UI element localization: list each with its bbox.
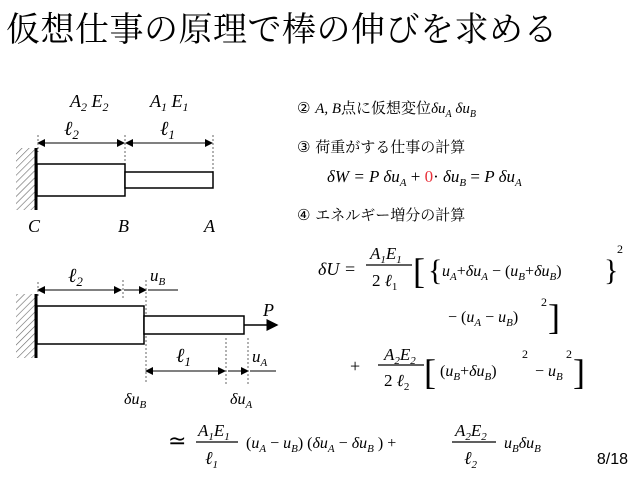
thick-bar-deformed — [37, 306, 144, 344]
svg-text:④ エネルギー増分の計算: ④ エネルギー増分の計算 — [297, 206, 466, 224]
svg-text:2: 2 — [617, 242, 623, 256]
area-modulus-2-label: $A_2$ $E_2$ — [70, 91, 109, 114]
bar-diagram-deformed — [16, 265, 277, 411]
point-c-label: C — [28, 216, 41, 236]
svg-text:③ 荷重がする仕事の計算: ③ 荷重がする仕事の計算 — [297, 138, 466, 156]
thin-bar-deformed — [144, 316, 244, 334]
svg-text:ℓ2: ℓ$_2$ — [464, 448, 477, 471]
bar-diagram-undeformed — [16, 91, 216, 236]
svg-text:2 ℓ2: 2 ℓ$_2$ — [384, 371, 410, 393]
point-a-label: A — [204, 216, 215, 236]
svg-text:A1E1: $A_1E_1$ — [198, 421, 230, 443]
step-3 — [297, 138, 522, 189]
step-2 — [297, 99, 476, 120]
point-b-label: B — [118, 216, 129, 236]
slide-title: 仮想仕事の原理で棒の伸びを求める — [6, 10, 558, 50]
svg-text:ℓ1: ℓ$_1$ — [205, 448, 218, 471]
length-2-label: ℓ$_2$ — [64, 118, 79, 142]
work-equation: δW = P $\delta u_A + 0\cdot \delta u_B = P$ $\delta u_A$ — [327, 167, 522, 189]
svg-text:+: + — [350, 356, 361, 376]
thin-bar-segment — [125, 172, 213, 188]
zero-highlight: 0 — [424, 167, 434, 186]
svg-text:(uB+δuB): $(u_B+\delta u_B)$ — [440, 363, 497, 383]
thick-bar-segment — [37, 164, 125, 196]
area-modulus-1-label: $A_1$ $E_1$ — [150, 91, 189, 114]
virtual-disp-a-label: $\delta u_A$ — [230, 391, 253, 411]
svg-text:uA+δuA − (uB+δuB): $u_A+\delta u_A - (u_B+\delta u_B)$ — [442, 263, 562, 283]
svg-text:− (uA − uB): − $(u_A - u_B)$ — [448, 309, 519, 329]
displacement-ub-label: $u_B$ — [150, 266, 166, 288]
length-1-label: ℓ$_1$ — [160, 118, 175, 142]
svg-text:δU =: δU = — [318, 259, 357, 279]
svg-text:− uB: − $u_B$ — [535, 363, 563, 383]
displacement-ua-label: $u_A$ — [252, 347, 268, 369]
svg-text:2 ℓ1: 2 ℓ$_1$ — [372, 271, 398, 293]
svg-text:2: 2 — [522, 347, 528, 361]
svg-text:{: { — [428, 254, 443, 287]
page-number: 8/18 — [596, 451, 628, 468]
energy-equation — [318, 242, 623, 393]
fixed-wall-hatch — [16, 148, 36, 210]
svg-text:A2E2: $A_2E_2$ — [384, 345, 416, 367]
svg-text:2: 2 — [566, 347, 572, 361]
svg-text:]: ] — [548, 297, 560, 337]
svg-text:≃: ≃ — [168, 428, 187, 453]
deformed-length-2-label: ℓ$_2$ — [68, 265, 83, 289]
svg-text:]: ] — [573, 352, 585, 392]
svg-text:[: [ — [424, 352, 436, 392]
fixed-wall-hatch-2 — [16, 294, 36, 358]
svg-text:[: [ — [413, 251, 425, 291]
step-4 — [297, 206, 465, 224]
svg-text:2: 2 — [541, 295, 547, 309]
deformed-length-1-label: ℓ$_1$ — [176, 345, 191, 369]
approximation-equation — [168, 421, 541, 471]
svg-text:A2E2: $A_2E_2$ — [455, 421, 487, 443]
svg-text:}: } — [604, 254, 619, 287]
svg-text:② A, B点に仮想変位δuA δuB: ② A, B点に仮想変位$\delta u_A$ $\delta u_B$ — [297, 99, 476, 120]
svg-text:(uA − uB) (δuA − δuB ) +: $(u_A - u_B) (\delta u_A - \delta u_B$ ) + — [246, 435, 397, 455]
svg-text:uBδuB: $u_B\delta u_B$ — [504, 435, 541, 455]
virtual-disp-b-label: $\delta u_B$ — [124, 391, 147, 411]
load-p-label: P — [263, 300, 274, 320]
svg-text:A1E1: $A_1E_1$ — [370, 244, 402, 266]
